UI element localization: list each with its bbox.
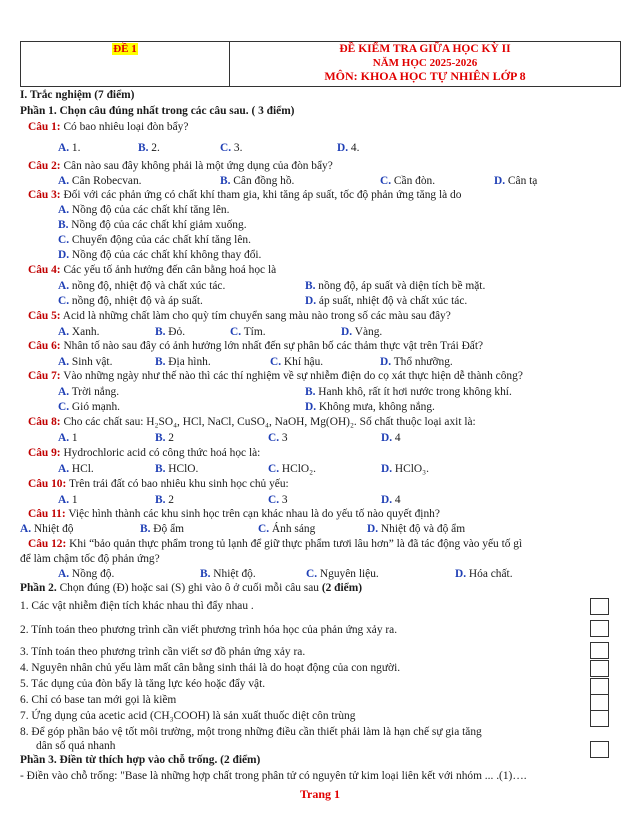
question-label: Câu 3: bbox=[28, 189, 61, 201]
option-text: HCl. bbox=[69, 463, 94, 475]
statement-2: 2. Tính toán theo phương trình cần viết phương trình hóa học của phản ứng xảy ra. bbox=[20, 624, 398, 636]
option-letter: A. bbox=[58, 142, 70, 154]
statement-8-cont: dân số quá nhanh bbox=[36, 740, 116, 752]
answer-option[interactable] bbox=[455, 568, 513, 581]
answer-option[interactable] bbox=[58, 280, 225, 293]
answer-option[interactable] bbox=[268, 494, 288, 507]
option-text: Nồng độ của các chất khí không thay đổi. bbox=[69, 249, 262, 261]
answer-option[interactable] bbox=[381, 463, 429, 476]
option-text: Không mưa, không nắng. bbox=[316, 401, 435, 413]
option-text: Độ ẩm bbox=[150, 523, 184, 535]
part2-title: Phần 2. Chọn đúng (Đ) hoặc sai (S) ghi vào ô ở cuối mỗi câu sau (2 điểm) bbox=[20, 582, 363, 594]
answer-option[interactable] bbox=[155, 356, 211, 369]
question-text: Hydrochloric acid có công thức hoá học là: bbox=[60, 447, 261, 459]
answer-option[interactable] bbox=[381, 494, 401, 507]
option-letter: B. bbox=[220, 175, 231, 187]
option-text: Nhiệt độ và độ ẩm bbox=[378, 523, 466, 535]
answer-option[interactable] bbox=[494, 175, 537, 188]
option-letter: C. bbox=[58, 234, 70, 246]
option-text: HClO. bbox=[165, 463, 199, 475]
option-letter: B. bbox=[200, 568, 211, 580]
question-text: Cân nào sau đây không phải là một ứng dụng của đòn bẩy? bbox=[60, 160, 333, 172]
answer-option[interactable] bbox=[305, 401, 435, 414]
option-text: 2 bbox=[165, 432, 174, 444]
answer-option[interactable] bbox=[381, 432, 401, 445]
answer-option[interactable] bbox=[58, 249, 261, 262]
question-label: Câu 2: bbox=[28, 160, 61, 172]
answer-option[interactable] bbox=[380, 175, 435, 188]
option-text: Nồng độ. bbox=[69, 568, 115, 580]
exam-header bbox=[20, 41, 621, 87]
answer-option[interactable] bbox=[58, 295, 203, 308]
question-8 bbox=[28, 416, 476, 429]
answer-option[interactable] bbox=[305, 295, 467, 308]
option-letter: B. bbox=[58, 219, 69, 231]
question-label: Câu 9: bbox=[28, 447, 61, 459]
option-letter: C. bbox=[230, 326, 242, 338]
answer-option[interactable] bbox=[58, 204, 229, 217]
answer-option[interactable] bbox=[200, 568, 256, 581]
statement-1: 1. Các vật nhiễm điện tích khác nhau thì đẩy nhau . bbox=[20, 600, 254, 612]
answer-option[interactable] bbox=[258, 523, 315, 536]
subject: MÔN: KHOA HỌC TỰ NHIÊN LỚP 8 bbox=[324, 69, 526, 83]
question-text: Vào những ngày như thế nào thì các thí nghiệm về sự nhiễm điện do cọ xát thực hiện dễ thành công? bbox=[60, 370, 523, 382]
answer-option[interactable] bbox=[268, 432, 288, 445]
question-3 bbox=[28, 189, 461, 202]
answer-option[interactable] bbox=[58, 234, 251, 247]
exam-code-cell bbox=[21, 42, 230, 86]
statement-4: 4. Nguyên nhân chủ yếu làm mất cân bằng sinh thái là do hoạt động của con người. bbox=[20, 662, 401, 674]
exam-title-cell bbox=[230, 42, 620, 86]
option-letter: D. bbox=[381, 463, 393, 475]
option-text: Nhiệt độ. bbox=[210, 568, 256, 580]
option-text: Nồng độ của các chất khí tăng lên. bbox=[69, 204, 230, 216]
statement-3: 3. Tính toán theo phương trình cần viết sơ đồ phản ứng xảy ra. bbox=[20, 646, 306, 658]
option-text: Khí hậu. bbox=[281, 356, 324, 368]
answer-box[interactable] bbox=[590, 598, 609, 615]
option-letter: A. bbox=[20, 523, 32, 535]
option-text: 3 bbox=[279, 432, 288, 444]
option-letter: C. bbox=[58, 295, 70, 307]
answer-option[interactable] bbox=[155, 463, 198, 476]
question-label: Câu 8: bbox=[28, 416, 61, 428]
option-text: Nồng độ của các chất khí giảm xuống. bbox=[68, 219, 247, 231]
option-text: Ánh sáng bbox=[269, 523, 316, 535]
answer-box[interactable] bbox=[590, 741, 609, 758]
option-text: 2. bbox=[148, 142, 160, 154]
page-number: Trang 1 bbox=[299, 787, 341, 801]
option-text: Cần đòn. bbox=[391, 175, 436, 187]
option-letter: A. bbox=[58, 204, 70, 216]
answer-box[interactable] bbox=[590, 694, 609, 711]
part3-title: Phần 3. Điền từ thích hợp vào chỗ trống. (2 điểm) bbox=[20, 754, 261, 766]
answer-option[interactable] bbox=[138, 142, 160, 155]
question-label: Câu 12: bbox=[28, 538, 67, 550]
question-11 bbox=[28, 508, 440, 521]
statement-8: 8. Để góp phần bảo vệ tốt môi trường, một trong những điều cần thiết phải làm là hạn chế sự gia tăng bbox=[20, 726, 482, 738]
option-text: Thổ nhưỡng. bbox=[391, 356, 453, 368]
option-letter: D. bbox=[381, 432, 393, 444]
option-text: HClO₂. bbox=[279, 463, 316, 475]
answer-option[interactable] bbox=[58, 401, 120, 414]
option-text: Cân Robecvan. bbox=[69, 175, 142, 187]
question-12 bbox=[28, 538, 522, 551]
question-text: Nhân tố nào sau đây có ảnh hưởng lớn nhất đến sự phân bố các thảm thực vật trên Trái Đất? bbox=[60, 340, 484, 352]
option-letter: A. bbox=[58, 432, 70, 444]
answer-option[interactable] bbox=[220, 175, 294, 188]
question-label: Câu 7: bbox=[28, 370, 61, 382]
option-letter: B. bbox=[138, 142, 149, 154]
option-letter: A. bbox=[58, 494, 70, 506]
question-text: Acid là những chất làm cho quỳ tím chuyển sang màu nào trong số các màu sau đây? bbox=[60, 310, 451, 322]
question-label: Câu 1: bbox=[28, 121, 61, 133]
option-text: Sinh vật. bbox=[69, 356, 113, 368]
option-text: Gió mạnh. bbox=[69, 401, 121, 413]
option-text: Hóa chất. bbox=[466, 568, 513, 580]
part3-text: - Điền vào chỗ trống: "Base là những hợp chất trong phân tử có nguyên tử kim loại liên kết với nhóm ... .(1)…. bbox=[20, 770, 527, 782]
option-text: 4 bbox=[392, 432, 401, 444]
answer-option[interactable] bbox=[155, 494, 174, 507]
option-letter: D. bbox=[305, 401, 317, 413]
answer-option[interactable] bbox=[155, 326, 185, 339]
option-letter: A. bbox=[58, 175, 70, 187]
option-text: 1 bbox=[69, 432, 78, 444]
option-letter: B. bbox=[305, 386, 316, 398]
option-text: Chuyển động của các chất khí tăng lên. bbox=[69, 234, 251, 246]
option-text: 1 bbox=[69, 494, 78, 506]
answer-option[interactable] bbox=[220, 142, 242, 155]
question-label: Câu 4: bbox=[28, 264, 61, 276]
option-letter: D. bbox=[341, 326, 353, 338]
question-text: Các yếu tố ảnh hưởng đến cân bằng hoá học là bbox=[60, 264, 277, 276]
answer-option[interactable] bbox=[20, 523, 73, 536]
option-text: nồng độ, áp suất và diện tích bề mặt. bbox=[315, 280, 486, 292]
option-text: 4 bbox=[392, 494, 401, 506]
option-text: nồng độ, nhiệt độ và chất xúc tác. bbox=[69, 280, 226, 292]
option-text: Nguyên liệu. bbox=[317, 568, 379, 580]
option-letter: D. bbox=[381, 494, 393, 506]
option-text: Tím. bbox=[241, 326, 266, 338]
question-label: Câu 11: bbox=[28, 508, 66, 520]
answer-option[interactable] bbox=[305, 280, 485, 293]
option-letter: D. bbox=[455, 568, 467, 580]
question-label: Câu 10: bbox=[28, 478, 67, 490]
option-letter: B. bbox=[155, 432, 166, 444]
option-letter: A. bbox=[58, 568, 70, 580]
answer-option[interactable] bbox=[58, 326, 99, 339]
question-text-cont: để làm chậm tốc độ phản ứng? bbox=[20, 553, 160, 565]
question-1 bbox=[28, 121, 188, 134]
option-letter: D. bbox=[305, 295, 317, 307]
option-text: Địa hình. bbox=[165, 356, 211, 368]
option-letter: D. bbox=[380, 356, 392, 368]
question-9 bbox=[28, 447, 260, 460]
option-letter: D. bbox=[58, 249, 70, 261]
question-label: Câu 6: bbox=[28, 340, 61, 352]
option-letter: B. bbox=[140, 523, 151, 535]
option-text: HClO₃. bbox=[392, 463, 429, 475]
answer-option[interactable] bbox=[58, 175, 142, 188]
option-letter: A. bbox=[58, 280, 70, 292]
option-text: 2 bbox=[165, 494, 174, 506]
question-10 bbox=[28, 478, 289, 491]
answer-option[interactable] bbox=[58, 386, 119, 399]
option-text: Đỏ. bbox=[165, 326, 186, 338]
answer-option[interactable] bbox=[367, 523, 465, 536]
option-text: Hanh khô, rất ít hơi nước trong không khí. bbox=[315, 386, 512, 398]
option-letter: C. bbox=[380, 175, 392, 187]
option-letter: D. bbox=[367, 523, 379, 535]
option-letter: B. bbox=[155, 463, 166, 475]
answer-option[interactable] bbox=[58, 219, 247, 232]
option-letter: A. bbox=[58, 326, 70, 338]
exam-code: ĐỀ 1 bbox=[113, 43, 137, 55]
option-letter: A. bbox=[58, 386, 70, 398]
option-letter: C. bbox=[268, 494, 280, 506]
answer-option[interactable] bbox=[341, 326, 382, 339]
option-text: Xanh. bbox=[69, 326, 100, 338]
answer-option[interactable] bbox=[58, 356, 112, 369]
option-text: Vàng. bbox=[352, 326, 383, 338]
answer-option[interactable] bbox=[270, 356, 323, 369]
answer-option[interactable] bbox=[58, 568, 114, 581]
question-6 bbox=[28, 340, 483, 353]
option-text: áp suất, nhiệt độ và chất xúc tác. bbox=[316, 295, 468, 307]
question-5 bbox=[28, 310, 451, 323]
option-text: 1. bbox=[69, 142, 81, 154]
option-letter: B. bbox=[155, 494, 166, 506]
option-letter: D. bbox=[494, 175, 506, 187]
answer-option[interactable] bbox=[58, 494, 78, 507]
option-text: Cân tạ bbox=[505, 175, 538, 187]
option-letter: B. bbox=[305, 280, 316, 292]
question-text: Việc hình thành các khu sinh học trên cạn khác nhau là do yếu tố nào quyết định? bbox=[65, 508, 440, 520]
question-text: Có bao nhiêu loại đòn bẩy? bbox=[60, 121, 189, 133]
option-letter: B. bbox=[155, 326, 166, 338]
answer-option[interactable] bbox=[337, 142, 359, 155]
answer-box[interactable] bbox=[590, 620, 609, 637]
question-2 bbox=[28, 160, 333, 173]
answer-box[interactable] bbox=[590, 678, 609, 695]
question-text: Trên trái đất có bao nhiêu khu sinh học chủ yếu: bbox=[66, 478, 289, 490]
question-7 bbox=[28, 370, 523, 383]
option-letter: D. bbox=[337, 142, 349, 154]
question-text: Khi “bảo quản thực phẩm trong tủ lạnh để giữ thực phẩm tươi lâu hơn” là đã tác động vào yếu tố gì bbox=[66, 538, 523, 550]
answer-option[interactable] bbox=[268, 463, 316, 476]
section-title: I. Trắc nghiệm (7 điểm) bbox=[20, 89, 135, 101]
answer-option[interactable] bbox=[140, 523, 184, 536]
option-text: 4. bbox=[348, 142, 360, 154]
answer-option[interactable] bbox=[58, 432, 78, 445]
statement-6: 6. Chỉ có base tan mới gọi là kiềm bbox=[20, 694, 177, 706]
answer-option[interactable] bbox=[306, 568, 379, 581]
option-text: 3. bbox=[231, 142, 243, 154]
answer-option[interactable] bbox=[305, 386, 512, 399]
answer-option[interactable] bbox=[380, 356, 453, 369]
question-text: Đối với các phản ứng có chất khí tham gia, khi tăng áp suất, tốc độ phản ứng tăng là do bbox=[60, 189, 462, 201]
answer-box[interactable] bbox=[590, 642, 609, 659]
option-letter: B. bbox=[155, 356, 166, 368]
question-label: Câu 5: bbox=[28, 310, 61, 322]
option-text: nồng độ, nhiệt độ và áp suất. bbox=[69, 295, 203, 307]
option-letter: C. bbox=[268, 463, 280, 475]
answer-option[interactable] bbox=[230, 326, 266, 339]
option-letter: A. bbox=[58, 463, 70, 475]
answer-option[interactable] bbox=[58, 142, 80, 155]
option-text: Trời nắng. bbox=[69, 386, 120, 398]
option-text: 3 bbox=[279, 494, 288, 506]
option-letter: C. bbox=[306, 568, 318, 580]
question-text: Cho các chất sau: H₂SO₄, HCl, NaCl, CuSO₄, NaOH, Mg(OH)₂. Số chất thuộc loại axit là: bbox=[60, 416, 476, 428]
answer-box[interactable] bbox=[590, 710, 609, 727]
question-4 bbox=[28, 264, 276, 277]
exam-title: ĐỀ KIỂM TRA GIỮA HỌC KỲ II bbox=[339, 43, 511, 55]
option-letter: A. bbox=[58, 356, 70, 368]
answer-option[interactable] bbox=[155, 432, 174, 445]
school-year: NĂM HỌC 2025-2026 bbox=[372, 56, 478, 69]
answer-option[interactable] bbox=[58, 463, 94, 476]
option-letter: C. bbox=[220, 142, 232, 154]
option-letter: C. bbox=[268, 432, 280, 444]
option-letter: C. bbox=[270, 356, 282, 368]
option-letter: C. bbox=[58, 401, 70, 413]
statement-5: 5. Tác dụng của đòn bẩy là tăng lực kéo hoặc đẩy vật. bbox=[20, 678, 266, 690]
answer-box[interactable] bbox=[590, 660, 609, 677]
option-letter: C. bbox=[258, 523, 270, 535]
option-text: Cân đồng hồ. bbox=[230, 175, 295, 187]
part1-title: Phần 1. Chọn câu đúng nhất trong các câu sau. ( 3 điểm) bbox=[20, 105, 295, 117]
option-text: Nhiệt độ bbox=[31, 523, 74, 535]
statement-7: 7. Ứng dụng của acetic acid (CH₃COOH) là sản xuất thuốc diệt côn trùng bbox=[20, 710, 356, 722]
